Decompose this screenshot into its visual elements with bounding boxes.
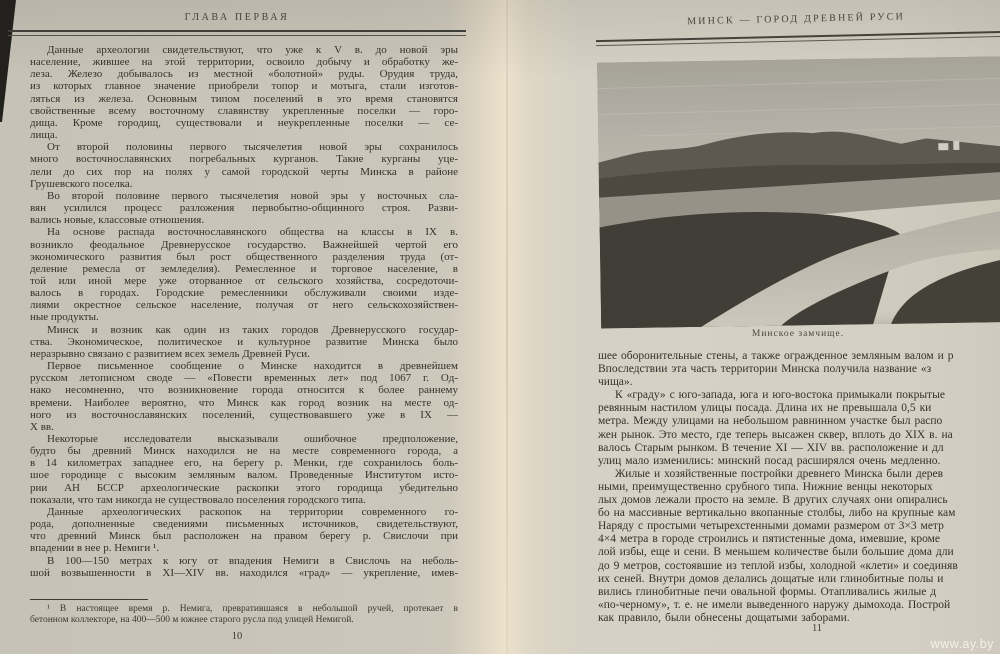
text-line: неразрывно связано с развитием всех земель Древней Руси.: [30, 347, 310, 360]
text-line: Данные археологических раскопок на территории современного го-: [47, 505, 458, 518]
text-line: В 100—150 метрах к югу от впадения Немиги в Свислочь на неболь-: [47, 554, 458, 567]
text-line: деление ремесла от земледелия). Ремесленное и торговое население, в: [30, 262, 458, 275]
text-line: до 9 метров, состоявшие из теплой избы, холодной «клети» и соединяв: [598, 559, 958, 572]
text-line: их сеней. Внутри домов делались дощатые или глинобитные полы и: [598, 572, 944, 585]
text-line: ревянным настилом улицы посада. Длина их не превышала 0,5 ки: [598, 402, 932, 415]
watermark: www.ay.by: [930, 637, 994, 651]
text-line: население, жившее на этой территории, освоило добычу и обработку же-: [30, 56, 458, 69]
text-line: свойственные всему восточному славянству укрепленные поселки — горо-: [30, 104, 458, 117]
text-line: времени. Наиболее вероятно, что Минск как город возник на месте од-: [30, 396, 458, 409]
text-line: На основе распада восточнославянского общества на классы в IX в.: [47, 226, 458, 239]
text-line: жен рынок. Это место, где теперь высажен сквер, вплоть до XIX в. на: [598, 428, 953, 441]
text-line: От второй половины первого тысячелетия новой эры сохранилось: [47, 141, 458, 154]
text-line: в 14 километрах западнее его, на берегу р. Менки, где сохранилось боль-: [30, 457, 458, 470]
footnote: [30, 604, 458, 626]
landscape-photo-art: [597, 56, 1000, 329]
right-page-body: [598, 350, 1000, 625]
text-line: метра. Между улицами на небольшом равнинном участке был распо: [598, 415, 943, 428]
text-line: вян усилился процесс разложения первобытно-общинного строя. Разви-: [30, 202, 458, 215]
text-line: Минск и возник как один из таких городов Древнерусского государ-: [47, 323, 458, 336]
text-line: вались новые, классовые отношения.: [30, 214, 205, 227]
text-line: ляться из железа. Основным типом поселений в это время становятся: [30, 92, 458, 105]
text-line: улиц мало изменились: минский посад расширялся очень медленно.: [598, 454, 941, 467]
chapter-header: ГЛАВА ПЕРВАЯ: [184, 12, 290, 23]
text-line: лели до сих пор на полях у самой городской черты Минска в районе: [30, 165, 458, 178]
text-line: бо на массивные вертикально вкопанные столбы, либо на крупные кам: [598, 507, 956, 520]
text-line: рии АН БССР археологические раскопки этого городища убедительно: [30, 481, 458, 494]
text-line: нако несомненно, что возникновение города относится к более раннему: [30, 384, 458, 397]
text-line: вились глинобитные печи овальной формы. Отапливались жилые д: [598, 585, 937, 598]
photo-caption: Минское замчище.: [751, 329, 845, 339]
text-line: русском летописном своде — «Повести временных лет» под 1067 г. Од-: [30, 372, 458, 385]
text-line: 4×4 метра в городе строились и пятистенные дома, имевшие, кроме: [598, 533, 940, 546]
text-line: лища.: [30, 129, 58, 142]
text-line: ного из восточнославянских поселений, существовавшего уже в IX —: [30, 408, 458, 421]
text-line: будто бы древний Минск находился не на месте современного города, а: [30, 445, 458, 458]
text-line: Первое письменное сообщение о Минске находится в древнейшем: [47, 360, 458, 373]
text-line: бетонном коллекторе, на 400—500 м южнее старого русла под улицей Немигой.: [30, 615, 354, 625]
text-line: дища. Кроме городищ, существовали и неукрепленные поселки — се-: [30, 116, 458, 129]
text-line: лой избы, еще и сени. В меньшем количестве были большие дома дли: [598, 546, 954, 559]
text-line: X вв.: [30, 420, 54, 433]
header-rule-left: [8, 30, 466, 36]
text-line: той или иной мере уже оторванное от сельского хозяйства, сосредоточи-: [30, 274, 458, 287]
text-line: экономического развития был рост общественного разделения труда (от-: [30, 250, 458, 263]
text-line: Данные археологии свидетельствуют, что уже к V в. до новой эры: [47, 44, 458, 56]
text-line: шой возвышенности в XI—XIV вв. находился «град» — укрепление, имев-: [30, 566, 458, 579]
text-line: чища».: [598, 376, 633, 389]
text-line: что древний Минск был расположен на правом берегу р. Свислочи при: [30, 530, 458, 543]
text-line: лиями окрестное сельское население, получая от него сельскохозяйствен-: [30, 299, 458, 312]
text-line: валось в городах. Городские ремесленники обслуживали своими изде-: [30, 287, 458, 300]
text-line: много восточнославянских погребальных курганов. Такие курганы уце-: [30, 153, 458, 166]
page-number-right: 11: [811, 623, 823, 634]
left-page-body: [30, 44, 458, 579]
text-line: шое городище с высоким земляным валом. Проведенные Институтом исто-: [30, 469, 458, 482]
text-line: из которых главное значение приобрели топор и мотыга, стали изготов-: [30, 80, 458, 93]
right-page: [596, 0, 1000, 654]
running-title: МИНСК — ГОРОД ДРЕВНЕЙ РУСИ: [687, 11, 906, 28]
text-line: леза. Железо добывалось из местной «болотной» руды. Орудия труда,: [30, 68, 458, 81]
text-line: валось Старым рынком. В течение XI — XIV вв. расположение и дл: [598, 441, 944, 454]
text-line: возникло феодальное Древнерусское государство. Важнейшей чертой его: [30, 238, 458, 251]
text-line: шее оборонительные стены, а также огражденное земляным валом и р: [598, 350, 954, 362]
text-line: ¹ В настоящее время р. Немига, превратившаяся в небольшой ручей, протекает в: [47, 604, 458, 614]
text-line: Жилые и хозяйственные постройки древнего Минска были дерев: [615, 467, 944, 480]
text-line: Во второй половине первого тысячелетия новой эры у восточных сла-: [47, 189, 458, 202]
page-gutter-crease: [506, 0, 508, 654]
text-line: впадении в нее р. Немиги ¹.: [30, 542, 160, 555]
text-line: Некоторые исследователи высказывали ошибочное предположение,: [47, 433, 458, 445]
text-line: Впоследствии эта часть территории Минска получила название «з: [598, 363, 932, 376]
photo-minsk-zamchishche: [597, 56, 1000, 329]
header-rule-right: [596, 29, 1000, 46]
text-line: «по-черному», т. е. не имели выведенного наружу дымохода. Построй: [598, 598, 951, 611]
text-line: Грушевского поселка.: [30, 177, 133, 190]
text-line: лых домов лежали просто на земле. В других случаях они опирались: [598, 494, 948, 507]
left-page: [0, 0, 470, 654]
text-line: рода, дополненные сведениями письменных источников, свидетельствуют,: [30, 518, 458, 531]
footnote-rule: [30, 599, 148, 600]
text-line: как правило, были обнесены дощатыми заборами.: [598, 611, 850, 624]
text-line: ства. Экономическое, политическое и культурное развитие Минска было: [30, 335, 458, 348]
text-line: ными, преимущественно срубного типа. Нижние венцы некоторых: [598, 480, 933, 493]
text-line: Наряду с простыми четырехстенными домами размером от 3×3 метр: [598, 520, 944, 533]
text-line: показали, что там никогда не существовало поселения городского типа.: [30, 493, 366, 506]
page-number-left: 10: [231, 631, 243, 642]
text-line: ные продукты.: [30, 311, 99, 324]
text-line: К «граду» с юго-запада, юга и юго-востока примыкали покрытые: [615, 389, 945, 402]
